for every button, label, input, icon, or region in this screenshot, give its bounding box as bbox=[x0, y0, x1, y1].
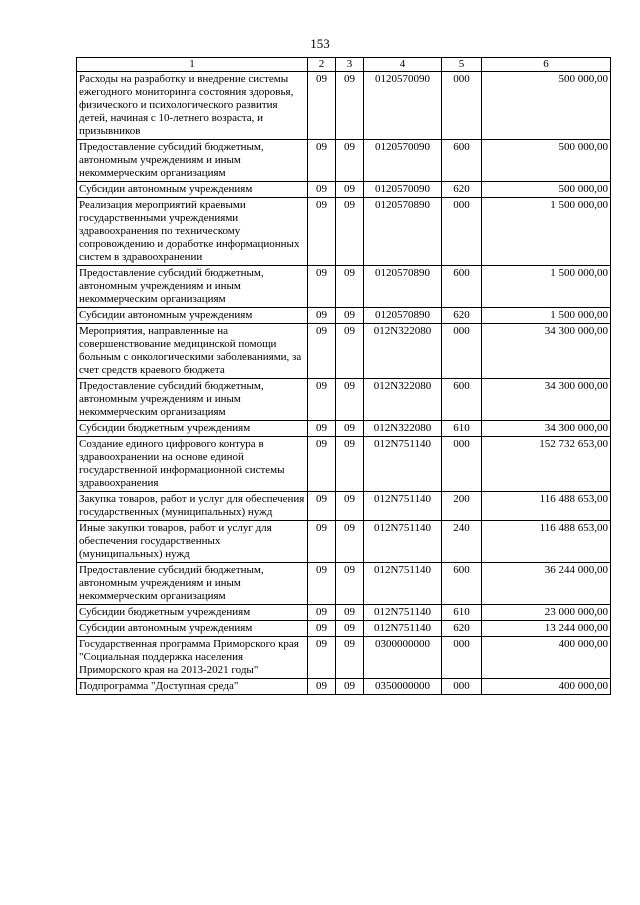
row-subsection-cell: 09 bbox=[336, 563, 364, 605]
row-section-cell: 09 bbox=[308, 182, 336, 198]
table-row bbox=[77, 266, 611, 308]
row-amount-cell: 23 000 000,00 bbox=[482, 605, 611, 621]
row-section-cell: 09 bbox=[308, 437, 336, 492]
row-section-cell: 09 bbox=[308, 621, 336, 637]
row-section-cell: 09 bbox=[308, 266, 336, 308]
row-target-article-cell: 0120570890 bbox=[364, 198, 442, 266]
row-subsection-cell: 09 bbox=[336, 182, 364, 198]
row-amount-cell: 116 488 653,00 bbox=[482, 521, 611, 563]
row-name-cell: Государственная программа Приморского края "Социальная поддержка населения Приморского края на 2013-2021 годы" bbox=[77, 637, 308, 679]
row-expense-type-cell: 000 bbox=[442, 637, 482, 679]
table-row bbox=[77, 308, 611, 324]
row-name-cell: Субсидии автономным учреждениям bbox=[77, 308, 308, 324]
row-section-cell: 09 bbox=[308, 563, 336, 605]
row-name-cell: Подпрограмма "Доступная среда" bbox=[77, 679, 308, 695]
row-amount-cell: 400 000,00 bbox=[482, 637, 611, 679]
row-subsection-cell: 09 bbox=[336, 379, 364, 421]
row-target-article-cell: 0120570090 bbox=[364, 140, 442, 182]
table-row bbox=[77, 437, 611, 492]
row-name-cell: Предоставление субсидий бюджетным, автономным учреждениям и иным некоммерческим организациям bbox=[77, 563, 308, 605]
row-name-cell: Субсидии бюджетным учреждениям bbox=[77, 605, 308, 621]
header-col-6: 6 bbox=[482, 58, 611, 72]
row-target-article-cell: 0120570090 bbox=[364, 72, 442, 140]
page-number: 153 bbox=[310, 36, 330, 51]
table-row bbox=[77, 198, 611, 266]
table-row bbox=[77, 621, 611, 637]
row-expense-type-cell: 000 bbox=[442, 324, 482, 379]
table-row bbox=[77, 72, 611, 140]
row-name-cell: Предоставление субсидий бюджетным, автономным учреждениям и иным некоммерческим организациям bbox=[77, 266, 308, 308]
table-row bbox=[77, 379, 611, 421]
row-amount-cell: 34 300 000,00 bbox=[482, 379, 611, 421]
table-row bbox=[77, 605, 611, 621]
row-amount-cell: 500 000,00 bbox=[482, 72, 611, 140]
row-expense-type-cell: 600 bbox=[442, 563, 482, 605]
row-amount-cell: 400 000,00 bbox=[482, 679, 611, 695]
row-name-cell: Субсидии автономным учреждениям bbox=[77, 182, 308, 198]
row-subsection-cell: 09 bbox=[336, 679, 364, 695]
row-name-cell: Мероприятия, направленные на совершенствование медицинской помощи больным с онкологическими заболеваниями, за счет средств краевого бюджета bbox=[77, 324, 308, 379]
row-section-cell: 09 bbox=[308, 308, 336, 324]
row-subsection-cell: 09 bbox=[336, 324, 364, 379]
row-name-cell: Субсидии автономным учреждениям bbox=[77, 621, 308, 637]
row-section-cell: 09 bbox=[308, 679, 336, 695]
row-expense-type-cell: 000 bbox=[442, 679, 482, 695]
row-expense-type-cell: 600 bbox=[442, 379, 482, 421]
row-subsection-cell: 09 bbox=[336, 421, 364, 437]
row-subsection-cell: 09 bbox=[336, 621, 364, 637]
row-name-cell: Предоставление субсидий бюджетным, автономным учреждениям и иным некоммерческим организациям bbox=[77, 379, 308, 421]
row-expense-type-cell: 200 bbox=[442, 492, 482, 521]
row-amount-cell: 13 244 000,00 bbox=[482, 621, 611, 637]
header-col-3: 3 bbox=[336, 58, 364, 72]
row-expense-type-cell: 610 bbox=[442, 605, 482, 621]
row-name-cell: Расходы на разработку и внедрение системы ежегодного мониторинга состояния здоровья, физического и психологического развития детей, начиная с 10-летнего возраста, и призывников bbox=[77, 72, 308, 140]
row-expense-type-cell: 600 bbox=[442, 140, 482, 182]
row-target-article-cell: 012N751140 bbox=[364, 605, 442, 621]
row-section-cell: 09 bbox=[308, 140, 336, 182]
row-target-article-cell: 012N751140 bbox=[364, 521, 442, 563]
row-target-article-cell: 0120570090 bbox=[364, 182, 442, 198]
row-amount-cell: 500 000,00 bbox=[482, 140, 611, 182]
row-subsection-cell: 09 bbox=[336, 605, 364, 621]
row-subsection-cell: 09 bbox=[336, 492, 364, 521]
row-expense-type-cell: 620 bbox=[442, 182, 482, 198]
row-target-article-cell: 012N751140 bbox=[364, 492, 442, 521]
table-row bbox=[77, 140, 611, 182]
row-section-cell: 09 bbox=[308, 521, 336, 563]
row-section-cell: 09 bbox=[308, 492, 336, 521]
header-col-2: 2 bbox=[308, 58, 336, 72]
row-amount-cell: 34 300 000,00 bbox=[482, 324, 611, 379]
row-amount-cell: 152 732 653,00 bbox=[482, 437, 611, 492]
row-expense-type-cell: 610 bbox=[442, 421, 482, 437]
row-section-cell: 09 bbox=[308, 72, 336, 140]
row-amount-cell: 1 500 000,00 bbox=[482, 308, 611, 324]
row-amount-cell: 500 000,00 bbox=[482, 182, 611, 198]
row-amount-cell: 36 244 000,00 bbox=[482, 563, 611, 605]
budget-table bbox=[76, 57, 611, 695]
row-expense-type-cell: 620 bbox=[442, 308, 482, 324]
row-target-article-cell: 012N751140 bbox=[364, 437, 442, 492]
row-name-cell: Создание единого цифрового контура в здравоохранении на основе единой государственной информационной системы здравоохранения bbox=[77, 437, 308, 492]
table-row bbox=[77, 563, 611, 605]
row-amount-cell: 1 500 000,00 bbox=[482, 266, 611, 308]
row-expense-type-cell: 620 bbox=[442, 621, 482, 637]
table-row bbox=[77, 637, 611, 679]
row-subsection-cell: 09 bbox=[336, 637, 364, 679]
table-row bbox=[77, 182, 611, 198]
row-name-cell: Субсидии бюджетным учреждениям bbox=[77, 421, 308, 437]
table-row bbox=[77, 521, 611, 563]
row-target-article-cell: 0300000000 bbox=[364, 637, 442, 679]
row-expense-type-cell: 000 bbox=[442, 198, 482, 266]
row-target-article-cell: 0350000000 bbox=[364, 679, 442, 695]
row-target-article-cell: 0120570890 bbox=[364, 266, 442, 308]
row-subsection-cell: 09 bbox=[336, 198, 364, 266]
row-expense-type-cell: 600 bbox=[442, 266, 482, 308]
row-subsection-cell: 09 bbox=[336, 437, 364, 492]
table-row bbox=[77, 324, 611, 379]
row-section-cell: 09 bbox=[308, 637, 336, 679]
row-amount-cell: 116 488 653,00 bbox=[482, 492, 611, 521]
row-section-cell: 09 bbox=[308, 324, 336, 379]
row-target-article-cell: 012N322080 bbox=[364, 421, 442, 437]
row-expense-type-cell: 000 bbox=[442, 437, 482, 492]
row-section-cell: 09 bbox=[308, 421, 336, 437]
header-col-4: 4 bbox=[364, 58, 442, 72]
row-expense-type-cell: 000 bbox=[442, 72, 482, 140]
table-row bbox=[77, 421, 611, 437]
row-subsection-cell: 09 bbox=[336, 140, 364, 182]
row-subsection-cell: 09 bbox=[336, 72, 364, 140]
row-subsection-cell: 09 bbox=[336, 521, 364, 563]
row-amount-cell: 1 500 000,00 bbox=[482, 198, 611, 266]
row-name-cell: Закупка товаров, работ и услуг для обеспечения государственных (муниципальных) нужд bbox=[77, 492, 308, 521]
header-col-5: 5 bbox=[442, 58, 482, 72]
header-row bbox=[77, 58, 611, 72]
row-expense-type-cell: 240 bbox=[442, 521, 482, 563]
table-row bbox=[77, 492, 611, 521]
row-name-cell: Реализация мероприятий краевыми государственными учреждениями здравоохранения по техническому сопровождению и доработке информационных систем в здравоохранении bbox=[77, 198, 308, 266]
row-target-article-cell: 012N751140 bbox=[364, 563, 442, 605]
row-section-cell: 09 bbox=[308, 605, 336, 621]
row-target-article-cell: 012N322080 bbox=[364, 324, 442, 379]
row-subsection-cell: 09 bbox=[336, 266, 364, 308]
row-section-cell: 09 bbox=[308, 198, 336, 266]
row-amount-cell: 34 300 000,00 bbox=[482, 421, 611, 437]
header-col-1: 1 bbox=[77, 58, 308, 72]
row-target-article-cell: 0120570890 bbox=[364, 308, 442, 324]
row-target-article-cell: 012N322080 bbox=[364, 379, 442, 421]
row-name-cell: Иные закупки товаров, работ и услуг для обеспечения государственных (муниципальных) нужд bbox=[77, 521, 308, 563]
row-subsection-cell: 09 bbox=[336, 308, 364, 324]
table-row bbox=[77, 679, 611, 695]
row-section-cell: 09 bbox=[308, 379, 336, 421]
row-name-cell: Предоставление субсидий бюджетным, автономным учреждениям и иным некоммерческим организациям bbox=[77, 140, 308, 182]
row-target-article-cell: 012N751140 bbox=[364, 621, 442, 637]
